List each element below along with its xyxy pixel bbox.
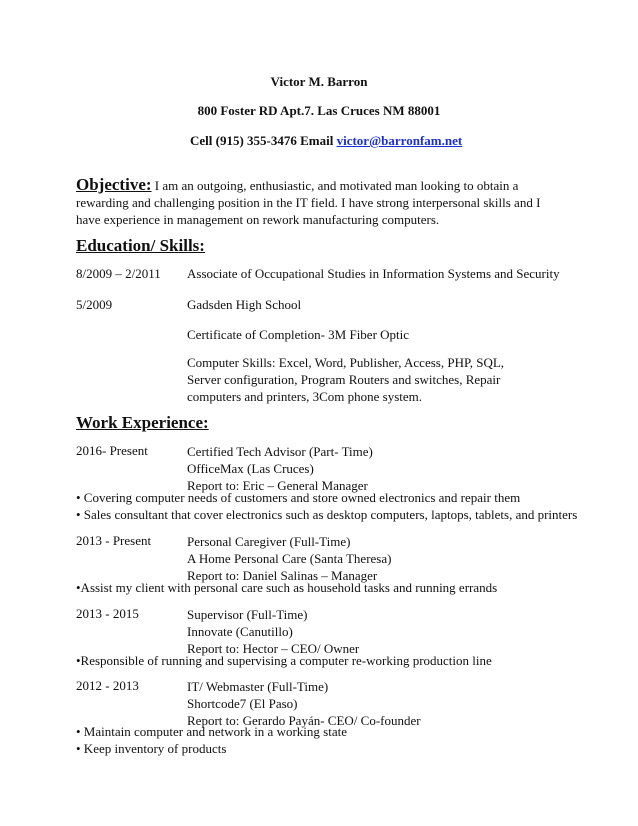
education-heading: Education/ Skills:	[76, 236, 205, 255]
education-degree: Associate of Occupational Studies in Information Systems and Security	[187, 266, 560, 281]
contact-phone: Cell (915) 355-3476 Email	[190, 133, 334, 148]
certificate-line: Certificate of Completion- 3M Fiber Optic	[187, 327, 410, 342]
job-date: 2013 - Present	[76, 533, 152, 548]
job-title: IT/ Webmaster (Full-Time)	[187, 679, 329, 694]
job-report: Report to: Daniel Salinas – Manager	[187, 568, 378, 583]
education-school: Gadsden High School	[187, 297, 302, 312]
job-details	[187, 443, 373, 494]
job-company: OfficeMax (Las Cruces)	[187, 461, 314, 476]
objective-section	[76, 176, 566, 228]
job-details	[187, 678, 421, 729]
job-company: Shortcode7 (El Paso)	[187, 696, 298, 711]
education-date: 8/2009 – 2/2011	[76, 266, 161, 281]
job-bullet: • Keep inventory of products	[76, 741, 227, 756]
job-report: Report to: Eric – General Manager	[187, 478, 368, 493]
job-date: 2012 - 2013	[76, 678, 139, 693]
job-report: Report to: Gerardo Payán- CEO/ Co-founder	[187, 713, 421, 728]
job-details	[187, 533, 391, 584]
email-link[interactable]: victor@barronfam.net	[336, 133, 463, 148]
job-title: Personal Caregiver (Full-Time)	[187, 534, 351, 549]
job-title: Supervisor (Full-Time)	[187, 607, 308, 622]
computer-skills: Computer Skills: Excel, Word, Publisher, Access, PHP, SQL, Server configuration, Program Routers and switches, Repair computers and printers, 3Com phone system.	[187, 355, 505, 404]
resume-name: Victor M. Barron	[270, 74, 368, 89]
job-bullet: • Covering computer needs of customers and store owned electronics and repair them	[76, 490, 521, 505]
job-date: 2016- Present	[76, 443, 148, 458]
job-bullet: • Sales consultant that cover electronics such as desktop computers, laptops, tablets, and printers	[76, 507, 578, 522]
job-report: Report to: Hector – CEO/ Owner	[187, 641, 360, 656]
job-date: 2013 - 2015	[76, 606, 139, 621]
work-heading: Work Experience:	[76, 413, 209, 432]
job-details	[187, 606, 359, 657]
job-company: A Home Personal Care (Santa Theresa)	[187, 551, 392, 566]
education-date: 5/2009	[76, 297, 113, 312]
job-company: Innovate (Canutillo)	[187, 624, 293, 639]
contact-line	[190, 133, 462, 149]
job-bullet: •Assist my client with personal care such as household tasks and running errands	[76, 580, 498, 595]
job-bullet: • Maintain computer and network in a working state	[76, 724, 347, 739]
objective-text: I am an outgoing, enthusiastic, and motivated man looking to obtain a rewarding and challenging position in the IT field. I have strong interpersonal skills and I have experience in management on rework manufacturing computers.	[76, 178, 541, 227]
resume-address: 800 Foster RD Apt.7. Las Cruces NM 88001	[197, 103, 441, 118]
objective-heading: Objective:	[76, 175, 152, 194]
job-title: Certified Tech Advisor (Part- Time)	[187, 444, 373, 459]
job-bullet: •Responsible of running and supervising a computer re-working production line	[76, 653, 492, 668]
